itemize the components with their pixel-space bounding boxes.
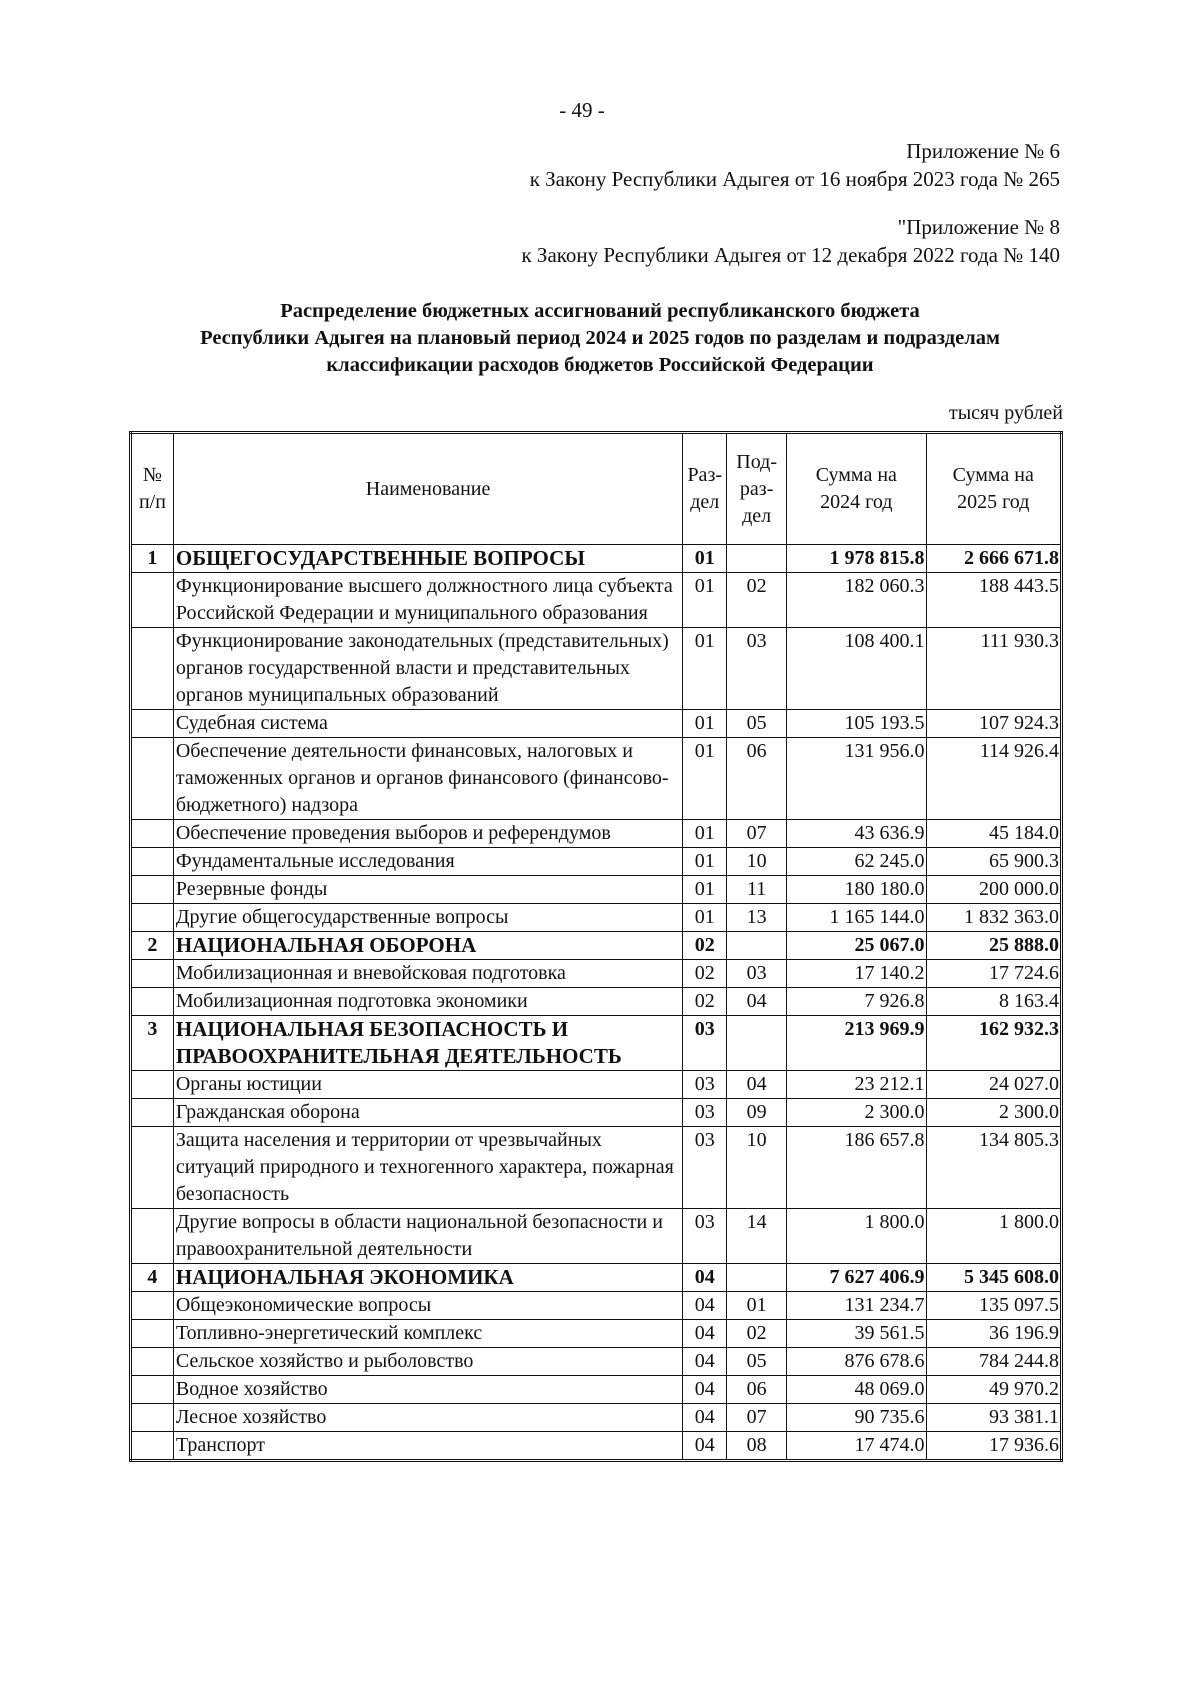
table-row [131,1071,1062,1099]
table-row [131,1320,1062,1348]
row-razdel: 01 [683,820,727,848]
row-number [131,573,174,628]
row-name: Лесное хозяйство [173,1404,682,1432]
header-podrazdel-l1: Под- [736,450,777,473]
row-sum-2024: 7 627 406.9 [787,1264,926,1292]
row-podrazdel: 07 [727,820,787,848]
row-sum-2024: 186 657.8 [787,1127,926,1209]
row-number [131,1320,174,1348]
row-razdel: 04 [683,1432,727,1461]
row-sum-2025: 45 184.0 [926,820,1062,848]
row-podrazdel: 05 [727,1348,787,1376]
table-header-row [131,433,1062,545]
row-podrazdel: 03 [727,628,787,710]
row-razdel: 01 [683,628,727,710]
table-row [131,1292,1062,1320]
row-podrazdel: 11 [727,876,787,904]
row-number [131,1376,174,1404]
row-number [131,1432,174,1461]
row-name: НАЦИОНАЛЬНАЯ ЭКОНОМИКА [173,1264,682,1292]
table-row [131,988,1062,1016]
row-sum-2025: 2 300.0 [926,1099,1062,1127]
row-number [131,960,174,988]
row-sum-2025: 134 805.3 [926,1127,1062,1209]
row-podrazdel: 02 [727,1320,787,1348]
table-row [131,573,1062,628]
title-line-1: Распределение бюджетных ассигнований республиканского бюджета [280,300,920,322]
row-number [131,988,174,1016]
table-row [131,1376,1062,1404]
title-line-3: классификации расходов бюджетов Российской Федерации [326,354,874,376]
row-name: Обеспечение проведения выборов и референдумов [173,820,682,848]
row-sum-2025: 25 888.0 [926,932,1062,960]
row-sum-2025: 135 097.5 [926,1292,1062,1320]
row-razdel: 01 [683,573,727,628]
row-sum-2024: 90 735.6 [787,1404,926,1432]
row-sum-2024: 62 245.0 [787,848,926,876]
row-number [131,848,174,876]
row-podrazdel: 02 [727,573,787,628]
section-row [131,1264,1062,1292]
row-number [131,1404,174,1432]
row-sum-2025: 1 832 363.0 [926,904,1062,932]
row-name: Другие вопросы в области национальной безопасности и правоохранительной деятельности [173,1209,682,1264]
table-row [131,1432,1062,1461]
row-number: 1 [131,545,174,573]
row-name: Обеспечение деятельности финансовых, налоговых и таможенных органов и органов финансового (финансово-бюджетного) надзора [173,738,682,820]
row-sum-2025: 8 163.4 [926,988,1062,1016]
row-sum-2025: 93 381.1 [926,1404,1062,1432]
row-number: 2 [131,932,174,960]
row-podrazdel: 03 [727,960,787,988]
row-name: Органы юстиции [173,1071,682,1099]
row-number [131,738,174,820]
row-sum-2025: 36 196.9 [926,1320,1062,1348]
table-row [131,904,1062,932]
table-row [131,848,1062,876]
row-name: Судебная система [173,710,682,738]
row-sum-2024: 17 474.0 [787,1432,926,1461]
row-name: Гражданская оборона [173,1099,682,1127]
row-sum-2024: 876 678.6 [787,1348,926,1376]
page-number-text: - 49 - [559,98,605,122]
row-sum-2024: 131 234.7 [787,1292,926,1320]
row-sum-2024: 131 956.0 [787,738,926,820]
budget-table [129,431,1063,1462]
row-sum-2024: 108 400.1 [787,628,926,710]
row-razdel: 02 [683,988,727,1016]
row-sum-2024: 1 978 815.8 [787,545,926,573]
row-razdel: 04 [683,1264,727,1292]
row-number [131,710,174,738]
table-row [131,1404,1062,1432]
row-razdel: 04 [683,1404,727,1432]
row-number [131,876,174,904]
row-name: Мобилизационная и вневойсковая подготовка [173,960,682,988]
row-name: Функционирование законодательных (представительных) органов государственной власти и представительных органов муниципальных образований [173,628,682,710]
row-podrazdel: 14 [727,1209,787,1264]
row-podrazdel: 01 [727,1292,787,1320]
row-podrazdel: 05 [727,710,787,738]
header-podrazdel-l3: дел [742,504,772,527]
row-podrazdel: 07 [727,1404,787,1432]
row-number: 4 [131,1264,174,1292]
row-number [131,904,174,932]
table-row [131,960,1062,988]
row-razdel: 04 [683,1320,727,1348]
row-sum-2024: 105 193.5 [787,710,926,738]
row-podrazdel: 10 [727,1127,787,1209]
table-row [131,738,1062,820]
page-number [0,98,1200,123]
row-razdel: 04 [683,1348,727,1376]
appendix-8-title: "Приложение № 8 [897,215,1060,239]
row-name: Защита населения и территории от чрезвычайных ситуаций природного и техногенного характера, пожарная безопасность [173,1127,682,1209]
row-sum-2024: 23 212.1 [787,1071,926,1099]
row-razdel: 03 [683,1209,727,1264]
appendix-6-law: к Закону Республики Адыгея от 16 ноября 2023 года № 265 [529,167,1060,191]
row-podrazdel: 04 [727,1071,787,1099]
header-2024-l1: Сумма на [815,464,897,486]
row-sum-2024: 43 636.9 [787,820,926,848]
title-line-2: Республики Адыгея на плановый период 2024 и 2025 годов по разделам и подразделам [200,327,1000,349]
row-number [131,1292,174,1320]
row-name: Фундаментальные исследования [173,848,682,876]
table-row [131,820,1062,848]
row-sum-2025: 65 900.3 [926,848,1062,876]
appendix-6-reference [530,137,1060,193]
row-sum-2025: 200 000.0 [926,876,1062,904]
row-razdel: 03 [683,1127,727,1209]
row-razdel: 01 [683,545,727,573]
appendix-8-law: к Закону Республики Адыгея от 12 декабря 2022 года № 140 [521,243,1060,267]
row-number: 3 [131,1016,174,1071]
header-razdel-l1: Раз- [687,464,722,486]
row-sum-2025: 17 936.6 [926,1432,1062,1461]
row-razdel: 01 [683,738,727,820]
row-sum-2025: 188 443.5 [926,573,1062,628]
appendix-6-title: Приложение № 6 [906,139,1060,163]
row-number [131,820,174,848]
row-podrazdel [727,1264,787,1292]
row-razdel: 03 [683,1071,727,1099]
row-sum-2024: 1 165 144.0 [787,904,926,932]
row-sum-2024: 213 969.9 [787,1016,926,1071]
row-sum-2024: 25 067.0 [787,932,926,960]
section-row [131,545,1062,573]
row-podrazdel: 08 [727,1432,787,1461]
row-podrazdel [727,1016,787,1071]
table-row [131,710,1062,738]
row-name: Топливно-энергетический комплекс [173,1320,682,1348]
header-razdel [683,433,727,545]
row-razdel: 02 [683,960,727,988]
row-podrazdel [727,545,787,573]
unit-label: тысяч рублей [948,402,1063,424]
header-2025-l2: 2025 год [957,491,1030,513]
header-num-l2: п/п [138,491,166,513]
document-title [120,298,1080,379]
row-name: Функционирование высшего должностного лица субъекта Российской Федерации и муниципального образования [173,573,682,628]
row-sum-2024: 182 060.3 [787,573,926,628]
row-name: ОБЩЕГОСУДАРСТВЕННЫЕ ВОПРОСЫ [173,545,682,573]
row-name: Другие общегосударственные вопросы [173,904,682,932]
row-razdel: 01 [683,710,727,738]
row-podrazdel: 06 [727,1376,787,1404]
row-podrazdel: 10 [727,848,787,876]
row-number [131,1209,174,1264]
row-sum-2024: 17 140.2 [787,960,926,988]
row-name: Сельское хозяйство и рыболовство [173,1348,682,1376]
row-sum-2025: 162 932.3 [926,1016,1062,1071]
table-row [131,1209,1062,1264]
row-sum-2025: 2 666 671.8 [926,545,1062,573]
row-number [131,628,174,710]
row-podrazdel: 13 [727,904,787,932]
row-sum-2025: 49 970.2 [926,1376,1062,1404]
header-razdel-l2: дел [690,491,720,513]
header-name: Наименование [173,433,682,545]
row-razdel: 01 [683,876,727,904]
row-sum-2025: 5 345 608.0 [926,1264,1062,1292]
row-name: Транспорт [173,1432,682,1461]
row-podrazdel [727,932,787,960]
row-razdel: 01 [683,904,727,932]
table-row [131,1348,1062,1376]
header-num-l1: № [142,464,162,486]
row-sum-2024: 2 300.0 [787,1099,926,1127]
table-row [131,1127,1062,1209]
row-number [131,1099,174,1127]
row-podrazdel: 06 [727,738,787,820]
row-podrazdel: 04 [727,988,787,1016]
row-sum-2025: 784 244.8 [926,1348,1062,1376]
row-name: Водное хозяйство [173,1376,682,1404]
row-razdel: 04 [683,1376,727,1404]
table-row [131,1099,1062,1127]
header-2024-l2: 2024 год [820,491,893,513]
row-name: Мобилизационная подготовка экономики [173,988,682,1016]
row-sum-2025: 17 724.6 [926,960,1062,988]
table-row [131,628,1062,710]
row-name: Резервные фонды [173,876,682,904]
row-razdel: 04 [683,1292,727,1320]
row-sum-2025: 24 027.0 [926,1071,1062,1099]
header-podrazdel [727,433,787,545]
row-name: НАЦИОНАЛЬНАЯ БЕЗОПАСНОСТЬ И ПРАВООХРАНИТЕЛЬНАЯ ДЕЯТЕЛЬНОСТЬ [173,1016,682,1071]
row-razdel: 03 [683,1016,727,1071]
row-sum-2025: 114 926.4 [926,738,1062,820]
row-sum-2024: 1 800.0 [787,1209,926,1264]
header-sum-2024 [787,433,926,545]
row-sum-2024: 48 069.0 [787,1376,926,1404]
row-name: НАЦИОНАЛЬНАЯ ОБОРОНА [173,932,682,960]
header-podrazdel-l2: раз- [739,477,774,500]
header-sum-2025 [926,433,1062,545]
row-sum-2024: 7 926.8 [787,988,926,1016]
appendix-8-reference [521,213,1060,269]
section-row [131,932,1062,960]
row-razdel: 03 [683,1099,727,1127]
row-sum-2025: 107 924.3 [926,710,1062,738]
row-number [131,1071,174,1099]
header-num [131,433,174,545]
row-razdel: 02 [683,932,727,960]
row-name: Общеэкономические вопросы [173,1292,682,1320]
row-sum-2025: 1 800.0 [926,1209,1062,1264]
section-row [131,1016,1062,1071]
row-razdel: 01 [683,848,727,876]
row-sum-2025: 111 930.3 [926,628,1062,710]
header-2025-l1: Сумма на [952,464,1034,486]
row-sum-2024: 180 180.0 [787,876,926,904]
row-number [131,1127,174,1209]
row-sum-2024: 39 561.5 [787,1320,926,1348]
row-podrazdel: 09 [727,1099,787,1127]
row-number [131,1348,174,1376]
table-row [131,876,1062,904]
